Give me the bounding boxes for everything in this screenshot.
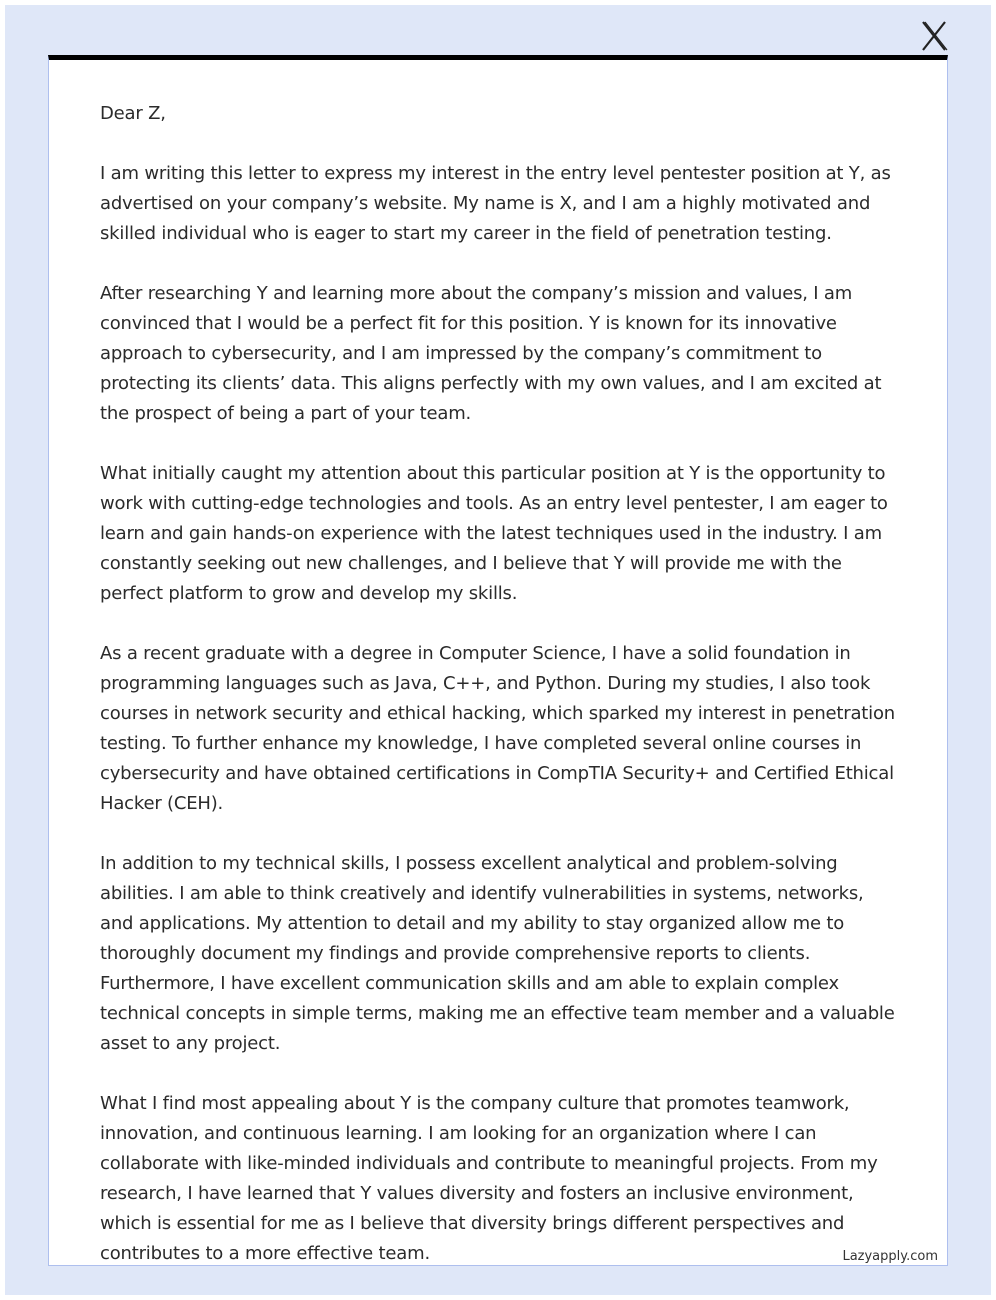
- letter-paragraph-2: After researching Y and learning more about the company’s mission and values, I am convinced that I would be a perfect fit for this position. Y is known for its innovative approach to cybersecurity, and I am impressed by the company’s commitment to protecting its clients’ data. This aligns perfectly with my own values, and I am excited at the prospect of being a part of your team.: [100, 283, 882, 424]
- letter-paragraph-6: What I find most appealing about Y is the company culture that promotes teamwork, innovation, and continuous learning. I am looking for an organization where I can collaborate with like-minded individuals and contribute to meaningful projects. From my research, I have learned that Y values diversity and fosters an inclusive environment, which is essential for me as I believe that diversity brings different perspectives and contributes to a more effective team.: [100, 1093, 878, 1264]
- letter-paragraph-4: As a recent graduate with a degree in Computer Science, I have a solid foundation in programming languages such as Java, C++, and Python. During my studies, I also took courses in network security and ethical hacking, which sparked my interest in penetration testing. To further enhance my knowledge, I have completed several online courses in cybersecurity and have obtained certifications in CompTIA Security+ and Certified Ethical Hacker (CEH).: [100, 643, 895, 814]
- close-button[interactable]: [912, 12, 956, 60]
- letter-paragraph-3: What initially caught my attention about this particular position at Y is the opportunity to work with cutting-edge technologies and tools. As an entry level pentester, I am eager to learn and gain hands-on experience with the latest techniques used in the industry. I am constantly seeking out new challenges, and I believe that Y will provide me with the perfect platform to grow and develop my skills.: [100, 463, 888, 604]
- close-icon: [920, 20, 948, 52]
- letter-paragraph-1: I am writing this letter to express my interest in the entry level pentester position at Y, as advertised on your company’s website. My name is X, and I am a highly motivated and skilled individual who is eager to start my career in the field of penetration testing.: [100, 163, 891, 244]
- lazyapply-watermark: Lazyapply.com: [838, 1249, 938, 1265]
- letter-salutation: Dear Z,: [100, 103, 166, 124]
- cover-letter-document: [48, 55, 948, 1266]
- letter-paragraph-5: In addition to my technical skills, I possess excellent analytical and problem-solving abilities. I am able to think creatively and identify vulnerabilities in systems, networks, and applications. My attention to detail and my ability to stay organized allow me to thoroughly document my findings and provide comprehensive reports to clients. Furthermore, I have excellent communication skills and am able to explain complex technical concepts in simple terms, making me an effective team member and a valuable asset to any project.: [100, 853, 895, 1054]
- letter-body: [100, 99, 900, 1266]
